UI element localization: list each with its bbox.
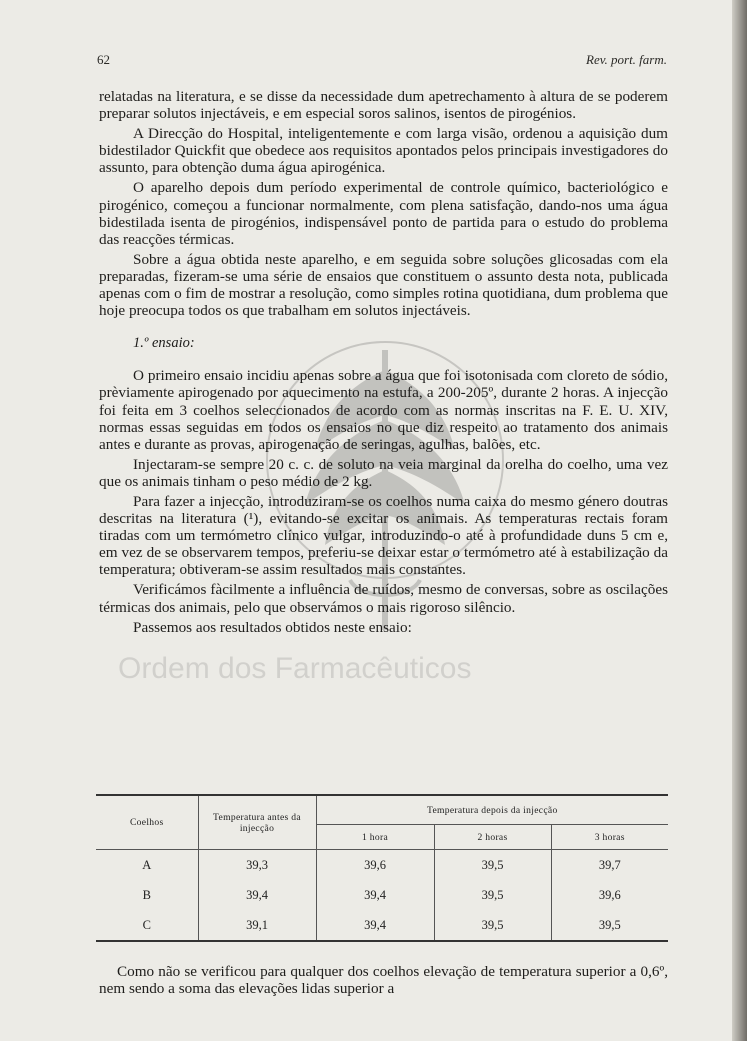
table-header-3h: 3 horas [551, 825, 668, 850]
paragraph: Como não se verificou para qualquer dos coelhos elevação de temperatura superior a 0,6º, nem sendo a soma das elevações lidas superior a [99, 963, 668, 998]
paragraph: Verificámos fàcilmente a influência de ruídos, mesmo de conversas, sobre as oscilações térmicas dos animais, pelo que observámos o mais rigoroso silêncio. [99, 581, 668, 616]
paragraph: relatadas na literatura, e se disse da necessidade dum apetrechamento à altura de se poderem preparar solutos injectáveis, e em especial soros salinos, isentos de pirogénios. [99, 88, 668, 123]
cell-before: 39,1 [198, 910, 316, 941]
page-edge [732, 0, 747, 1041]
cell-3h: 39,6 [551, 880, 668, 910]
cell-1h: 39,6 [316, 850, 434, 881]
cell-2h: 39,5 [434, 880, 551, 910]
cell-2h: 39,5 [434, 910, 551, 941]
table-row [96, 880, 668, 910]
journal-title: Rev. port. farm. [586, 52, 667, 67]
cell-before: 39,3 [198, 850, 316, 881]
cell-animal: B [142, 887, 151, 902]
cell-1h: 39,4 [316, 910, 434, 941]
paragraph: Para fazer a injecção, introduziram-se os coelhos numa caixa do mesmo género doutras descritas na literatura (¹), evitando-se excitar os animais. As temperaturas rectais foram tiradas com um termómetro clínico vulgar, introduzindo-o até à profundidade duns 5 cm e, em vez de se observarem tempos, preferiu-se deixar estar o termómetro até à estabilização da temperatura; obtiveram-se assim resultados mais constantes. [99, 492, 668, 579]
table-header-animals: Coelhos [96, 795, 198, 850]
table-header-before: Temperatura antes da injecção [198, 795, 316, 850]
paragraph: O primeiro ensaio incidiu apenas sobre a água que foi isotonisada com cloreto de sódio, prèviamente apirogenado por aquecimento na estufa, a 200-205º, durante 2 horas. A injecção foi feita em 3 coelhos seleccionados de acordo com as normas inscritas na F. E. U. XIV, normas essas seguidas em todos os ensaios no que diz respeito ao tratamento dos animais antes e durante as provas, apirogenação de seringas, agulhas, balões, etc. [99, 367, 668, 453]
table-header-2h: 2 horas [434, 825, 551, 850]
article-body [99, 88, 668, 639]
watermark-text: Ordem dos Farmacêuticos [118, 652, 472, 685]
cell-2h: 39,5 [434, 850, 551, 881]
temperature-table [96, 794, 668, 942]
table-header-after: Temperatura depois da injecção [316, 795, 668, 825]
cell-before: 39,4 [198, 880, 316, 910]
cell-3h: 39,7 [551, 850, 668, 881]
cell-1h: 39,4 [316, 880, 434, 910]
paragraph: Passemos aos resultados obtidos neste ensaio: [133, 618, 412, 636]
closing-text [99, 963, 668, 997]
page-number: 62 [97, 52, 110, 67]
paragraph: O aparelho depois dum período experimental de controle químico, bacteriológico e pirogénico, começou a funcionar normalmente, com plena satisfação, dando-nos uma água bidestilada isenta de pirogénios, indispensável ponto de partida para o estudo do problema das reacções térmicas. [99, 179, 668, 248]
table-row [96, 850, 668, 881]
paragraph: Sobre a água obtida neste aparelho, e em seguida sobre soluções glicosadas com ela preparadas, fizeram-se uma série de ensaios que constituem o assunto desta nota, publicada apenas com o fim de mostrar a resolução, como simples rotina quotidiana, dum problema que hoje preocupa todos os que trabalham em solutos injectáveis. [99, 250, 668, 320]
cell-animal: A [142, 857, 152, 872]
paragraph: Injectaram-se sempre 20 c. c. de soluto na veia marginal da orelha do coelho, uma vez que os animais tinham o peso médio de 2 kg. [99, 455, 668, 490]
table-row [96, 910, 668, 941]
cell-3h: 39,5 [551, 910, 668, 941]
section-heading: 1.º ensaio: [133, 335, 195, 352]
cell-animal: C [142, 917, 151, 932]
table-header-1h: 1 hora [316, 825, 434, 850]
paragraph: A Direcção do Hospital, inteligentemente e com larga visão, ordenou a aquisição dum bidestilador Quickfit que obedece aos requisitos apontados pelos principais investigadores do assunto, para obtenção duma água apirogénica. [99, 125, 668, 177]
